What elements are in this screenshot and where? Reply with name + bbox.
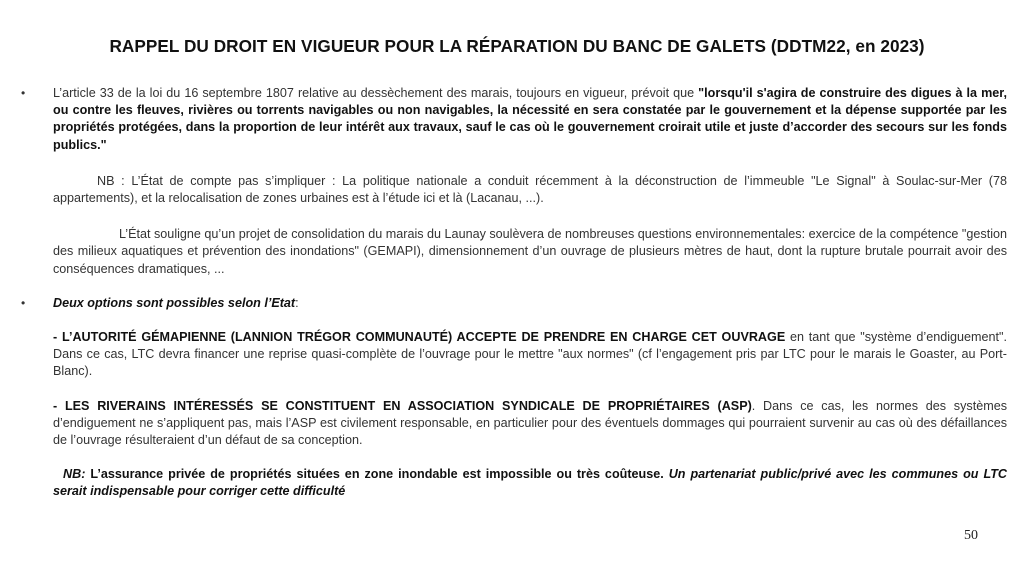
option1-heading: - L’AUTORITÉ GÉMAPIENNE (LANNION TRÉGOR COMMUNAUTÉ) ACCEPTE DE PRENDRE EN CHARGE CET OUVRAGE [53,330,786,345]
option1-text: en tant que "système d’endiguement". Dans ce cas, LTC devra financer une reprise quasi-complète de l’ouvrage pour le mettre "aux normes" (cf l’engagement pris par LTC pour le marais le Goaster, au Port- Blanc). [53,330,1007,379]
option2-text: . Dans ce cas, les normes des systèmes d’endiguement ne s’appliquent pas, mais l’ASP est civilement responsable, en particulier pour des éventuels dommages qui pourraient survenir au cas où des défaillances de l’ouvrage résulteraient d’un défaut de sa conception. [53,398,1007,448]
options-heading: Deux options sont possibles selon l’Etat [53,295,296,310]
article-intro: L’article 33 de la loi du 16 septembre 1807 relative au dessèchement des marais, toujours en vigueur, prévoit que [53,86,699,100]
note3-bold: L’assurance privée de propriétés situées en zone inondable est impossible ou très coûteuse. [85,467,669,482]
slide-content [0,85,1024,501]
option2-heading: - LES RIVERAINS INTÉRESSÉS SE CONSTITUENT EN ASSOCIATION SYNDICALE DE PROPRIÉTAIRES (ASP) [53,398,752,413]
option-asp-owners [53,398,1007,450]
options-heading-suffix: : [295,295,299,310]
note3-label: NB: [63,467,86,482]
note-state-involvement: NB : L’État de compte pas s’impliquer : La politique nationale a conduit récemment à la déconstruction de l’immeuble "Le Signal" à Soulac-sur-Mer (78 appartements), et la relocalisation de zones urbaines est à l’étude ici et là (Lacanau, ...). [53,173,1007,206]
note-environmental-questions: L’État souligne qu’un projet de consolidation du marais du Launay soulèvera de nombreuses questions environnementales: exercice de la compétence "gestion des milieux aquatiques et prévention des inondations" (GEMAPI), dimensionnement d’un ouvrage de plusieurs mètres de haut, dont la rupture brutale pourrait avoir des conséquences dramatiques, ... [53,227,1007,276]
note-insurance [53,466,1007,500]
article-quote: "lorsqu'il s'agira de construire des digues à la mer, ou contre les fleuves, rivières ou torrents navigables ou non navigables, la nécessité en sera constatée par le gouvernement et la dépense supportée par les propriétés protégées, dans la proportion de leur intérêt aux travaux, sauf le cas où le gouvernement croirait utile et juste d’accorder des secours sur les fonds publics." [53,86,1007,152]
option-gemapi-authority [53,329,1007,381]
bullet-two-options [21,295,1007,312]
bullet-article-33 [21,85,1007,154]
note3-bold-italic: Un partenariat public/privé avec les communes ou LTC serait indispensable pour corriger cette difficulté [53,467,1007,499]
bullet-icon: • [21,86,26,100]
page-number: 50 [964,528,978,543]
bullet-icon: • [21,295,26,310]
slide-title: RAPPEL DU DROIT EN VIGUEUR POUR LA RÉPARATION DU BANC DE GALETS (DDTM22, en 2023) [109,36,925,56]
